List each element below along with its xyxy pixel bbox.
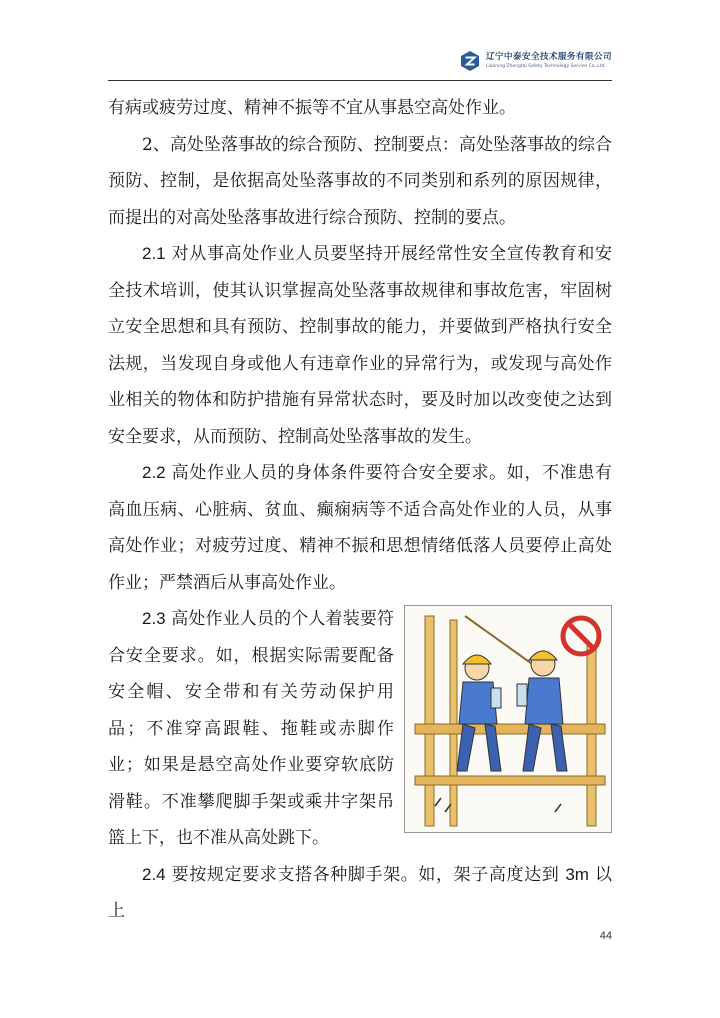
company-name-en: Liaoning Zhongtai Safety Technology Service Co.,Ltd. — [485, 64, 606, 69]
height-unit: 3m — [565, 864, 589, 884]
clause-number: 2.4 — [142, 864, 166, 884]
clause-number: 2.1 — [142, 244, 166, 263]
clause-text: 高处作业人员的身体条件要符合安全要求。如，不准患有高血压病、心脏病、贫血、癫痫病等不适合高处作业的人员，从事高处作业；对疲劳过度、精神不振和思想情绪低落人员要停止高处作业；严禁酒后从事高处作业。 — [108, 463, 612, 593]
document-body — [108, 90, 612, 930]
company-name-cn: 辽宁中泰安全技术服务有限公司 — [485, 52, 612, 62]
no-drinking-illustration-icon — [405, 606, 611, 832]
clause-number: 2.2 — [142, 463, 166, 482]
clause-text: 要按规定要求支搭各种脚手架。如，架子高度达到 — [165, 864, 566, 885]
page-number: 44 — [599, 930, 612, 942]
paragraph-continuation: 有病或疲劳过度、精神不振等不宜从事悬空高处作业。 — [108, 98, 516, 118]
company-logo-icon — [459, 50, 481, 72]
clause-number: 2.3 — [142, 609, 166, 628]
safety-illustration — [404, 605, 612, 833]
company-logo — [459, 50, 612, 72]
clause-text: 对从事高处作业人员要坚持开展经常性安全宣传教育和安全技术培训，使其认识掌握高处坠落事故规律和事故危害，牢固树立安全思想和具有预防、控制事故的能力，并要做到严格执行安全法规，当发现自身或他人有违章作业的异常行为，或发现与高处作业相关的物体和防护措施有异常状态时，要及时加以改变使之达到安全要求，从而预防、控制高处坠落事故的发生。 — [108, 244, 612, 447]
page-header — [108, 46, 612, 81]
clause-text-end: 以上 — [108, 864, 612, 921]
paragraph-2-4 — [108, 857, 612, 930]
clause-text: 高处作业人员的个人着装要符合安全要求。如，根据实际需要配备安全帽、安全带和有关劳动保护用品；不准穿高跟鞋、拖鞋或赤脚作业；如果是悬空高处作业要穿软底防滑鞋。不准攀爬脚手架或乘井字架吊篮上下，也不准从高处跳下。 — [108, 609, 394, 848]
paragraph-2-1 — [108, 236, 612, 455]
paragraph-section-2: 2、高处坠落事故的综合预防、控制要点：高处坠落事故的综合预防、控制，是依据高处坠落事故的不同类别和系列的原因规律，而提出的对高处坠落事故进行综合预防、控制的要点。 — [108, 134, 612, 228]
paragraph-2-2 — [108, 455, 612, 601]
paragraph-2-3-block — [108, 601, 612, 857]
